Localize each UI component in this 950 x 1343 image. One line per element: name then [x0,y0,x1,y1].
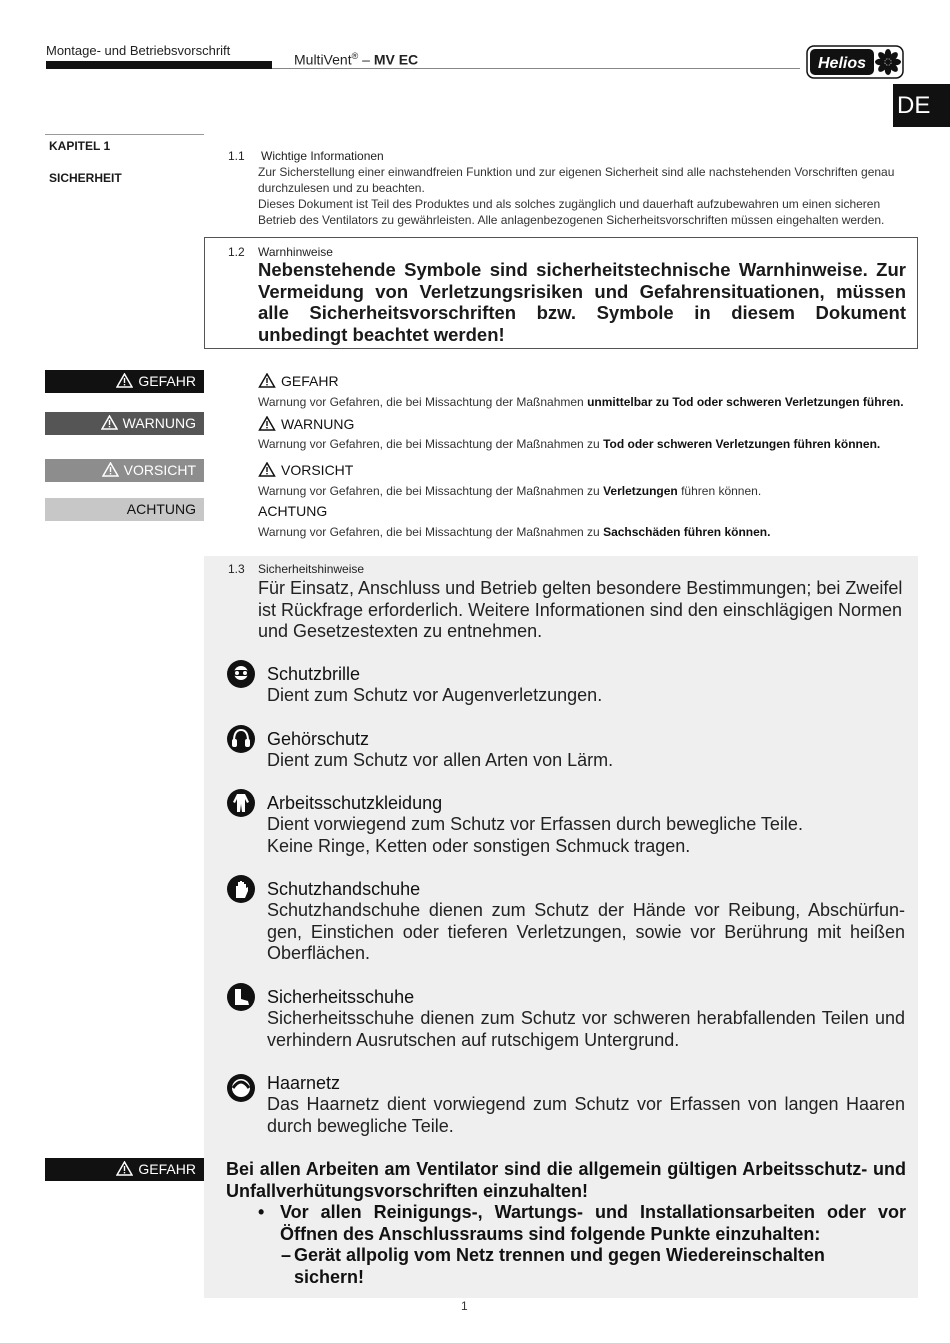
ppe-title: Gehörschutz [267,729,370,749]
ppe-desc-line: Dient vorwiegend zum Schutz vor Erfassen durch bewegliche Teile. [267,814,803,834]
label-achtung [45,498,204,521]
warning-heading-gefahr [258,373,339,389]
sidebar-rule [45,134,204,135]
warning-triangle-icon [102,462,119,477]
warning-triangle-icon [116,1161,133,1176]
warning-heading-achtung: ACHTUNG [258,503,328,519]
warning-triangle-icon [258,416,276,431]
ear-protection-icon [226,724,256,754]
body-line: durchzulesen und zu beachten. [258,181,425,195]
desc-bold: Sachschäden führen können. [603,525,771,539]
header-rule [272,68,800,69]
product-dash: – [358,51,374,68]
warning-desc-achtung [258,525,770,539]
helios-logo [806,45,904,79]
body-line: Betrieb des Ventilators zu gewährleisten. Alle anlagenbezogenen Sicherheitsvorschriften müssen eingehalten werden. [258,213,885,227]
desc-plain: Warnung vor Gefahren, die bei Missachtung der Maßnahmen [258,395,588,409]
protective-gloves-icon [226,874,256,904]
chapter-title: SICHERHEIT [49,171,122,185]
warning-triangle-icon [116,373,133,388]
label-gefahr [45,370,204,393]
ppe-desc [267,814,905,857]
ppe-desc: Sicherheitsschuhe dienen zum Schutz vor schweren herabfallenden Teilen und verhindern Ausrutschen auf rutschigem Untergrund. [267,1008,905,1050]
label-text: ACHTUNG [126,501,196,517]
label-gefahr [45,1158,204,1181]
document-type: Montage- und Betriebsvorschrift [46,43,231,58]
label-text: VORSICHT [123,462,196,478]
desc-plain: Warnung vor Gefahren, die bei Missachtung der Maßnahmen zu [258,525,604,539]
ppe-title: Schutzhandschuhe [267,879,421,899]
warning-heading-warnung [258,416,354,432]
section-title: Sicherheitshinweise [258,562,365,576]
product-title [294,51,418,68]
protective-clothing-icon [226,788,256,818]
warning-notice-text: Nebenstehende Symbole sind sicherheitstechnische Warnhinweise. Zur Vermeidung von Verletzungsrisiken und Gefahrensituationen, müssen alle Sicherheitsvorschriften bzw. Symbole in diesem Dokument unbedingt beachtet werden! [258,259,906,346]
warning-desc-gefahr [258,395,904,409]
heading-text: VORSICHT [281,462,354,478]
heading-text: GEFAHR [281,373,339,389]
section-title: Warnhinweise [258,245,333,259]
safety-intro: Für Einsatz, Anschluss und Betrieb gelten besondere Bestimmungen; bei Zweifel ist Rückfrage erforderlich. Weitere Informationen sind den einschlägigen Normen und Gesetzestexten zu entnehmen. [258,578,903,641]
desc-bold: Verletzungen [603,484,678,498]
section-title: Wichtige Informationen [261,149,384,163]
warning-desc-warnung [258,437,880,451]
warning-triangle-icon [258,373,276,388]
section-number: 1.1 [228,149,245,163]
chapter-label: KAPITEL 1 [49,139,111,153]
section-number: 1.3 [228,562,245,576]
language-tab[interactable]: DE [893,84,950,127]
ppe-title: Sicherheitsschuhe [267,987,415,1007]
warning-desc-vorsicht [258,484,761,498]
ppe-desc: Dient zum Schutz vor allen Arten von Lärm. [267,750,614,770]
ppe-desc: Das Haarnetz dient vorwiegend zum Schutz vor Erfassen von langen Haaren durch bewegliche Teile. [267,1094,905,1136]
warning-triangle-icon [258,462,276,477]
ppe-desc-line: Keine Ringe, Ketten oder sonstigen Schmuck tragen. [267,835,691,856]
desc-bold: Tod oder schweren Verletzungen führen können. [603,437,881,451]
body-line: Dieses Dokument ist Teil des Produktes und als solches zugänglich und dauerhaft aufzubewahren um einen sicheren [258,197,881,211]
page-number: 1 [461,1299,468,1313]
product-name: MultiVent [294,51,352,68]
label-text: GEFAHR [138,1161,196,1177]
fan-icon [875,49,901,75]
label-text: GEFAHR [138,373,196,389]
registered-mark: ® [351,51,359,61]
ppe-desc: Schutzhandschuhe dienen zum Schutz der Hände vor Reibung, Abschürfun-gen, Einstichen oder tieferen Verletzungen, sowie vor Berührung mit heißen Oberflächen. [267,900,905,963]
warning-heading-vorsicht [258,462,353,478]
hairnet-icon [226,1073,256,1103]
desc-plain: Warnung vor Gefahren, die bei Missachtung der Maßnahmen zu [258,437,604,451]
label-text: WARNUNG [122,415,196,431]
danger-text: Bei allen Arbeiten am Ventilator sind die allgemein gültigen Arbeitsschutz- und Unfallverhütungsvorschriften einzuhalten! [226,1159,906,1201]
logo-wordmark: Helios [817,55,867,72]
safety-goggles-icon [226,659,256,689]
body-line: Zur Sicherstellung einer einwandfreien Funktion und zur eigenen Sicherheit sind alle nachstehenden Vorschriften genau [258,165,895,179]
section-number: 1.2 [228,245,245,259]
desc-plain: Warnung vor Gefahren, die bei Missachtung der Maßnahmen zu [258,484,604,498]
header-bar [46,61,272,69]
desc-bold: unmittelbar zu Tod oder schweren Verletzungen führen. [587,395,904,409]
bullet-mark: • [258,1202,265,1222]
ppe-title: Haarnetz [267,1073,341,1093]
heading-text: WARNUNG [281,416,355,432]
label-warnung [45,412,204,435]
bullet-text: Vor allen Reinigungs-, Wartungs- und Installationsarbeiten oder vor Öffnen des Anschlussraums sind folgende Punkte einzuhalten: [280,1202,906,1244]
dash-text: Gerät allpolig vom Netz trennen und gegen Wiedereinschalten sichern! [294,1245,825,1287]
ppe-title: Schutzbrille [267,664,361,684]
ppe-desc: Dient zum Schutz vor Augenverletzungen. [267,685,603,705]
desc-tail: führen können. [677,484,762,498]
section-body [258,164,908,228]
label-vorsicht [45,459,204,482]
dash-mark: – [281,1245,292,1265]
warning-triangle-icon [101,415,118,430]
ppe-title: Arbeitsschutzkleidung [267,793,443,813]
product-model: MV EC [373,51,419,68]
safety-shoes-icon [226,982,256,1012]
